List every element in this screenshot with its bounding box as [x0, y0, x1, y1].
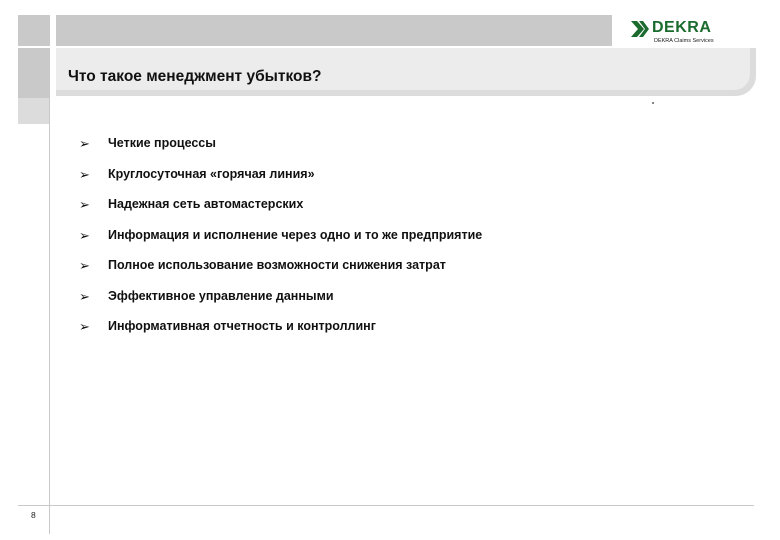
header-bar	[56, 15, 612, 46]
arrowhead-bullet-icon: ➢	[79, 166, 90, 182]
logo-tagline: DEKRA Claims Services	[654, 38, 714, 44]
arrowhead-bullet-icon: ➢	[79, 319, 90, 334]
list-item-text: Информативная отчетность и контроллинг	[108, 319, 376, 333]
header-corner-block	[18, 15, 50, 46]
list-item-text: Надежная сеть автомастерских	[108, 197, 304, 211]
decorative-dot	[652, 102, 654, 104]
logo-wordmark: DEKRA	[652, 19, 712, 36]
dekra-logo-mark-icon	[631, 21, 649, 37]
footer-rule	[18, 505, 754, 506]
arrowhead-bullet-icon: ➢	[79, 258, 90, 273]
list-item-text: Круглосуточная «горячая линия»	[108, 166, 315, 181]
arrowhead-bullet-icon: ➢	[79, 136, 90, 151]
list-item-text: Четкие процессы	[108, 136, 216, 150]
list-item-text: Информация и исполнение через одно и то же предприятие	[108, 227, 483, 242]
arrowhead-bullet-icon: ➢	[79, 288, 90, 304]
arrowhead-bullet-icon: ➢	[79, 227, 90, 243]
left-rule	[49, 98, 50, 534]
list-item-text: Эффективное управление данными	[108, 288, 334, 303]
page-number: 8	[31, 510, 36, 520]
list-item-text: Полное использование возможности снижения затрат	[108, 258, 446, 272]
arrowhead-bullet-icon: ➢	[79, 197, 90, 212]
title-side-block	[18, 48, 50, 98]
slide-title: Что такое менеджмент убытков?	[68, 68, 322, 85]
left-strip	[18, 98, 49, 124]
dekra-logo	[626, 18, 746, 48]
